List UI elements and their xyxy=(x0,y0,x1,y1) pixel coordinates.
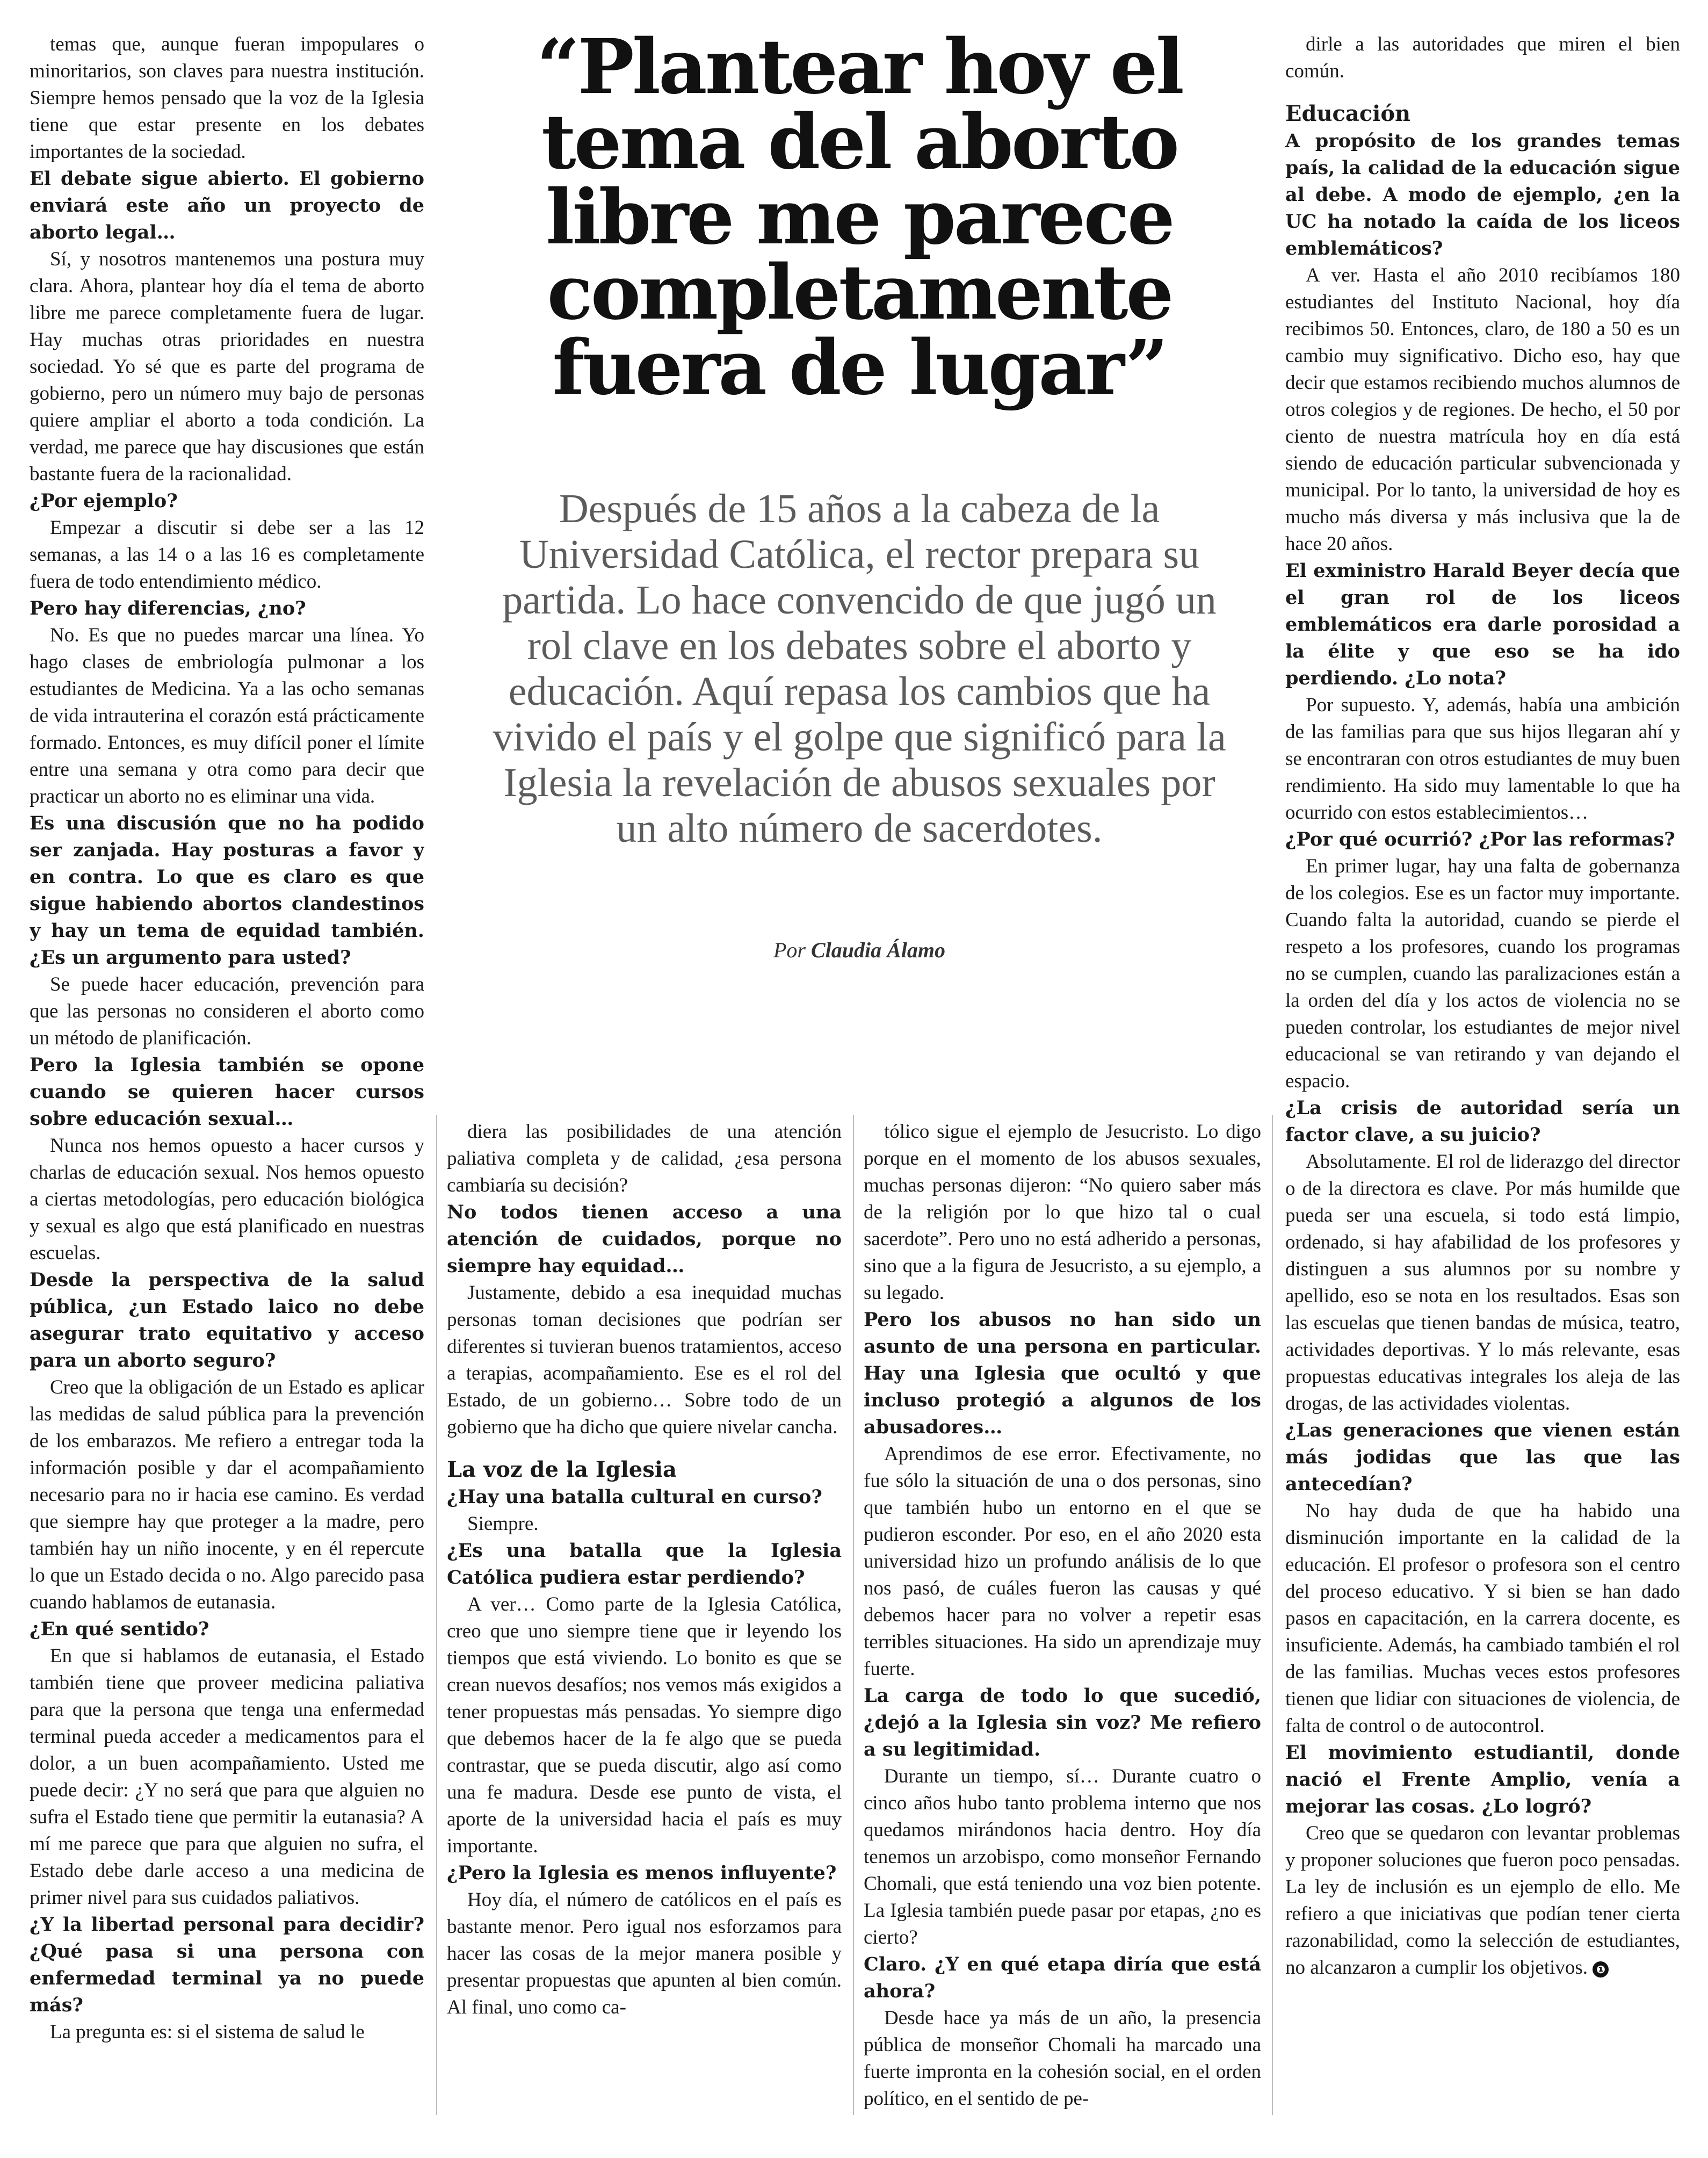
interview-answer: Se puede hacer educación, prevención para que las personas no consideren el aborto como un método de planificación. xyxy=(30,973,424,1049)
interview-question: Pero los abusos no han sido un asunto de una persona en particular. Hay una Iglesia que ocultó y que incluso protegió a algunos de los abusadores… xyxy=(864,1309,1261,1438)
interview-question: No todos tienen acceso a una atención de cuidados, porque no siempre hay equidad… xyxy=(447,1201,842,1277)
interview-answer: Siempre. xyxy=(467,1513,539,1535)
interview-question: Es una discusión que no ha podido ser zanjada. Hay posturas a favor y en contra. Lo que es claro es que sigue habiendo abortos clandestinos y hay un tema de equidad también. ¿Es un argumento para usted? xyxy=(30,812,424,969)
interview-question: ¿Es una batalla que la Iglesia Católica pudiera estar perdiendo? xyxy=(447,1540,842,1589)
deck: Después de 15 años a la cabeza de la Universidad Católica, el rector prepara su partida. Lo hace convencido de que jugó un rol clave en los debates sobre el aborto y educación. Aquí repasa los cambios que ha vivido el país y el golpe que significó para la Iglesia la revelación de abusos sexuales por un alto número de sacerdotes. xyxy=(493,486,1226,851)
interview-question: Pero hay diferencias, ¿no? xyxy=(30,597,306,619)
interview-answer: No. Es que no puedes marcar una línea. Yo hago clases de embriología pulmonar a los estudiantes de Medicina. Ya a las ocho semanas de vida intrauterina el corazón está prácticamente formado. Entonces, es muy difícil poner el límite entre una semana y otra como para decir que practicar un aborto no es eliminar una vida. xyxy=(30,624,424,807)
article-column-2 xyxy=(447,1118,842,2116)
interview-question: ¿Hay una batalla cultural en curso? xyxy=(447,1486,822,1508)
interview-question: ¿Las generaciones que vienen están más jodidas que las que las antecedían? xyxy=(1285,1419,1680,1495)
interview-answer: En primer lugar, hay una falta de gobernanza de los colegios. Ese es un factor muy importante. Cuando falta la autoridad, cuando se pierde el respeto a los profesores, cuando los programas no se cumplen, cuando las paralizaciones están a la orden del día y los actos de violencia no se pueden controlar, los estudiantes de mejor nivel educacional se van retirando y van dejando el espacio. xyxy=(1285,855,1680,1092)
byline xyxy=(591,937,1128,963)
interview-answer: A ver… Como parte de la Iglesia Católica, creo que uno siempre tiene que ir leyendo los tiempos que está viviendo. Lo bonito es que se crean nuevos desafíos; nos vemos más exigidos a tener propuestas más pensadas. Yo siempre digo que debemos hacer de la fe algo que se pueda contrastar, que se pueda discutir, algo así como una fe madura. Desde ese punto de vista, el aporte de la universidad hacia el país es muy importante. xyxy=(447,1593,842,1857)
interview-question: El movimiento estudiantil, donde nació el Frente Amplio, venía a mejorar las cosas. ¿Lo logró? xyxy=(1285,1742,1680,1817)
article-column-3 xyxy=(864,1118,1261,2116)
interview-answer: Aprendimos de ese error. Efectivamente, no fue sólo la situación de una o dos personas, sino que también hubo un entorno en el que se pudieron esconder. Por eso, en el año 2020 esta universidad hizo un profundo análisis de lo que nos pasó, de cuáles fueron las causas y qué debemos hacer para no volver a repetir esas terribles situaciones. Ha sido un aprendizaje muy fuerte. xyxy=(864,1443,1261,1680)
interview-answer: Creo que se quedaron con levantar problemas y proponer soluciones que fueron poco pensadas. La ley de inclusión es un ejemplo de ello. Me refiero a que iniciativas que podían tener cierta razonabilidad, como la selección de estudiantes, no alcanzaron a cumplir los objetivos. ❶ xyxy=(1285,1822,1680,1979)
headline: “Plantear hoy el tema del aborto libre me parece completamente fuera de lugar” xyxy=(537,23,1182,412)
article-column-1 xyxy=(30,31,424,2116)
interview-question: El debate sigue abierto. El gobierno enviará este año un proyecto de aborto legal… xyxy=(30,168,424,243)
byline-author: Claudia Álamo xyxy=(810,938,946,962)
interview-question: ¿Y la libertad personal para decidir? ¿Qué pasa si una persona con enfermedad terminal ya no puede más? xyxy=(30,1914,424,2016)
interview-question: ¿Por qué ocurrió? ¿Por las reformas? xyxy=(1285,828,1675,850)
interview-question: La carga de todo lo que sucedió, ¿dejó a la Iglesia sin voz? Me refiero a su legitimidad. xyxy=(864,1685,1261,1760)
interview-answer: tólico sigue el ejemplo de Jesucristo. Lo digo porque en el momento de los abusos sexuales, muchas personas dijeron: “No quiero saber más de la religión por lo que hizo tal o cual sacerdote”. Pero uno no está adherido a personas, sino que a la figura de Jesucristo, a su ejemplo, a su legado. xyxy=(864,1121,1261,1304)
section-heading: La voz de la Iglesia xyxy=(447,1457,677,1482)
interview-answer: dirle a las autoridades que miren el bien común. xyxy=(1285,33,1680,82)
column-rule-3 xyxy=(1272,1115,1273,2115)
interview-question: Pero la Iglesia también se opone cuando se quieren hacer cursos sobre educación sexual… xyxy=(30,1054,424,1130)
interview-question: A propósito de los grandes temas país, la calidad de la educación sigue al debe. A modo de ejemplo, ¿en la UC ha notado la caída de los liceos emblemáticos? xyxy=(1285,130,1680,259)
interview-answer: Por supuesto. Y, además, había una ambición de las familias para que sus hijos llegaran ahí y se encontraran con otros estudiantes de muy buen rendimiento. Ha sido muy lamentable lo que ha ocurrido con estos establecimientos… xyxy=(1285,694,1680,824)
column-rule-1 xyxy=(436,1115,437,2115)
interview-answer: Hoy día, el número de católicos en el país es bastante menor. Pero igual nos esforzamos para hacer las cosas de la mejor manera posible y presentar propuestas que apunten al bien común. Al final, uno como ca- xyxy=(447,1889,842,2018)
interview-answer: Durante un tiempo, sí… Durante cuatro o cinco años hubo tanto problema interno que nos quedamos mirándonos hacia dentro. Hoy día tenemos un arzobispo, como monseñor Fernando Chomali, que está teniendo una voz bien potente. La Iglesia también puede pasar por etapas, ¿no es cierto? xyxy=(864,1765,1261,1948)
interview-answer: A ver. Hasta el año 2010 recibíamos 180 estudiantes del Instituto Nacional, hoy día recibimos 50. Entonces, claro, de 180 a 50 es un cambio muy significativo. Dicho eso, hay que decir que estamos recibiendo muchos alumnos de otros colegios y de regiones. De hecho, el 50 por ciento de nuestra matrícula hoy en día está siendo de educación particular subvencionada y municipal. Por lo tanto, la universidad de hoy es mucho más diversa y más inclusiva que la de hace 20 años. xyxy=(1285,264,1680,555)
end-mark-icon: ❶ xyxy=(1593,1961,1609,1977)
interview-answer: Justamente, debido a esa inequidad muchas personas toman decisiones que podrían ser diferentes si tuvieran buenos tratamientos, acceso a terapias, acompañamiento. Ese es el rol del Estado, de un gobierno… Sobre todo de un gobierno que ha dicho que quiere nivelar cancha. xyxy=(447,1282,842,1438)
byline-prefix: Por xyxy=(773,938,806,962)
column-rule-2 xyxy=(853,1115,854,2115)
interview-answer: La pregunta es: si el sistema de salud le xyxy=(50,2021,365,2043)
interview-answer: temas que, aunque fueran impopulares o minoritarios, son claves para nuestra institución. Siempre hemos pensado que la voz de la Iglesia tiene que estar presente en los debates importantes de la sociedad. xyxy=(30,33,424,163)
interview-answer: Empezar a discutir si debe ser a las 12 semanas, a las 14 o a las 16 es completamente fuera de todo entendimiento médico. xyxy=(30,517,424,593)
interview-question: ¿La crisis de autoridad sería un factor clave, a su juicio? xyxy=(1285,1097,1680,1146)
article-column-4 xyxy=(1285,31,1680,2116)
interview-answer: No hay duda de que ha habido una disminución importante en la calidad de la educación. El profesor o profesora son el centro del proceso educativo. Y si bien se han dado pasos en capacitación, en la carrera docente, es insuficiente. Además, ha cambiado también el rol de las familias. Muchas veces estos profesores tienen que lidiar con situaciones de violencia, de falta de control o de autocontrol. xyxy=(1285,1500,1680,1737)
interview-answer: Absolutamente. El rol de liderazgo del director o de la directora es clave. Por más humilde que pueda ser una escuela, si todo está limpio, ordenado, si hay afabilidad de los profesores y distinguen a sus alumnos por su nombre y apellido, eso se nota en los resultados. Esas son las escuelas que tienen bandas de música, teatro, actividades deportivas. Y lo más relevante, esas propuestas educativas integrales los aleja de las drogas, de las actividades violentas. xyxy=(1285,1151,1680,1414)
interview-answer: Creo que la obligación de un Estado es aplicar las medidas de salud pública para la prevención de los embarazos. Me refiero a entregar toda la información posible y dar el acompañamiento necesario para no ir hacia ese camino. Es verdad que siempre hay que proteger a la madre, pero también hay un niño inocente, y en él repercute lo que un Estado decida o no. Algo parecido pasa cuando hablamos de eutanasia. xyxy=(30,1376,424,1613)
interview-question: ¿Por ejemplo? xyxy=(30,490,178,512)
section-heading: Educación xyxy=(1285,101,1411,126)
interview-answer: Nunca nos hemos opuesto a hacer cursos y charlas de educación sexual. Nos hemos opuesto a ciertas metodologías, pero educación biológica y sexual es algo que está planificado en nuestras escuelas. xyxy=(30,1135,424,1264)
interview-question: Claro. ¿Y en qué etapa diría que está ahora? xyxy=(864,1953,1261,2002)
interview-question: El exministro Harald Beyer decía que el gran rol de los liceos emblemáticos era darle porosidad a la élite y que eso se ha ido perdiendo. ¿Lo nota? xyxy=(1285,560,1680,689)
interview-answer: En que si hablamos de eutanasia, el Estado también tiene que proveer medicina paliativa para que la persona que tenga una enfermedad terminal pueda acceder a medicamentos para el dolor, a un buen acompañamiento. Usted me puede decir: ¿Y no será que para que alguien no sufra el Estado tiene que permitir la eutanasia? A mí me parece que para que alguien no sufra, el Estado debe darle acceso a una medicina de primer nivel para sus cuidados paliativos. xyxy=(30,1645,424,1909)
interview-question: ¿Pero la Iglesia es menos influyente? xyxy=(447,1862,837,1884)
interview-answer: diera las posibilidades de una atención paliativa completa y de calidad, ¿esa persona cambiaría su decisión? xyxy=(447,1121,842,1196)
interview-answer: Desde hace ya más de un año, la presencia pública de monseñor Chomali ha marcado una fuerte impronta en la cohesión social, en el orden político, en el sentido de pe- xyxy=(864,2007,1261,2110)
interview-question: Desde la perspectiva de la salud pública, ¿un Estado laico no debe asegurar trato equitativo y acceso para un aborto seguro? xyxy=(30,1269,424,1372)
interview-question: ¿En qué sentido? xyxy=(30,1618,209,1640)
interview-answer: Sí, y nosotros mantenemos una postura muy clara. Ahora, plantear hoy día el tema de aborto libre me parece completamente fuera de lugar. Hay muchas otras prioridades en nuestra sociedad. Yo sé que es parte del programa de gobierno, pero un número muy bajo de personas quiere ampliar el aborto a toda condición. La verdad, me parece que hay discusiones que están bastante fuera de la racionalidad. xyxy=(30,248,424,485)
